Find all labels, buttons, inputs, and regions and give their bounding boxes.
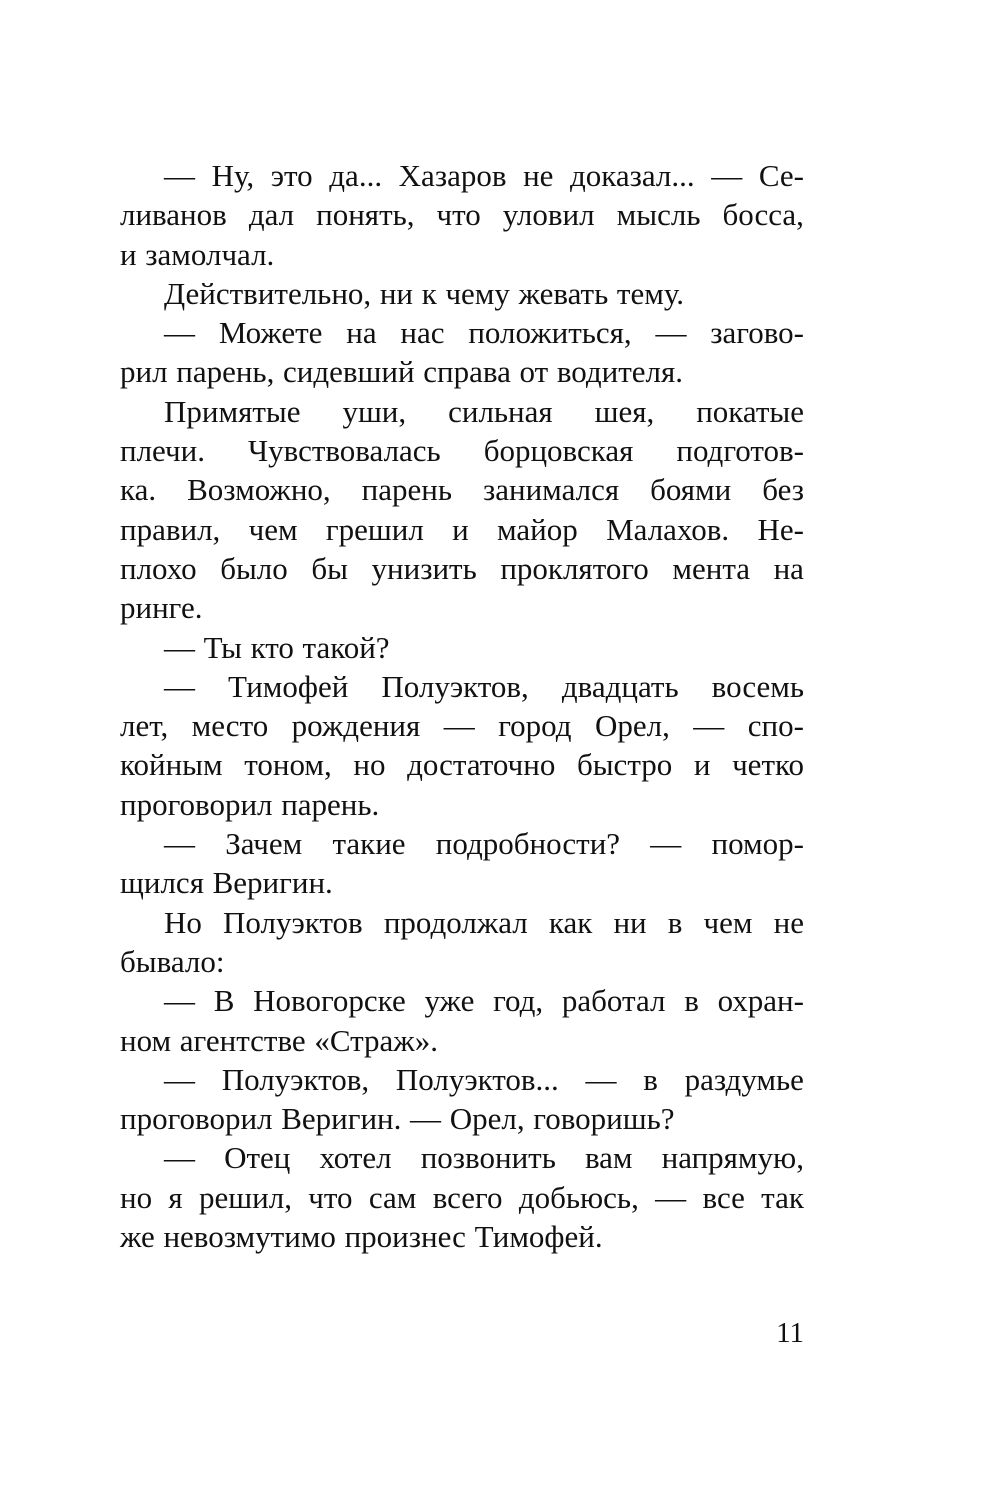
text-line: — Ну, это да... Хазаров не доказал... — Се- xyxy=(164,158,804,193)
text-line: и замолчал. xyxy=(120,236,275,272)
text-line: ном агентстве «Страж». xyxy=(120,1022,438,1058)
paragraph-why-such-details xyxy=(120,824,804,903)
text-line: щился Веригин. xyxy=(120,865,333,901)
text-line: Действительно, ни к чему жевать тему. xyxy=(164,275,684,311)
paragraph-father-wanted-to-call xyxy=(120,1138,804,1256)
paragraph-poluektov-continued xyxy=(120,903,804,982)
text-line: — Ты кто такой? xyxy=(164,629,390,665)
text-line: ливанов дал понять, что уловил мысль босса, xyxy=(120,197,804,233)
text-line: проговорил Веригин. — Орел, говоришь? xyxy=(120,1101,675,1137)
text-line: рил парень, сидевший справа от водителя. xyxy=(120,354,684,390)
text-line: — Можете на нас положиться, — загово- xyxy=(164,315,804,351)
paragraph-you-can-rely-on-us xyxy=(120,313,804,392)
text-line: правил, чем грешил и майор Малахов. Не- xyxy=(120,511,804,547)
text-line: койным тоном, но достаточно быстро и четко xyxy=(120,747,804,783)
paragraph-wrestler-description xyxy=(120,392,804,628)
page-body-text xyxy=(120,156,804,1256)
text-line: бывало: xyxy=(120,943,225,979)
page-number: 11 xyxy=(776,1317,804,1349)
paragraph-timofey-introduction xyxy=(120,667,804,824)
text-line: проговорил парень. xyxy=(120,786,380,822)
text-line: плечи. Чувствовалась борцовская подготов- xyxy=(120,433,804,469)
paragraph-verigin-pondering xyxy=(120,1060,804,1139)
text-line: — Тимофей Полуэктов, двадцать восемь xyxy=(164,668,804,704)
paragraph-who-are-you xyxy=(120,628,804,667)
text-line: — Отец хотел позвонить вам напрямую, xyxy=(164,1140,804,1176)
text-line: Примятые уши, сильная шея, покатые xyxy=(164,393,804,429)
paragraph-khazarov-not-proved xyxy=(120,156,804,274)
paragraph-really-no-point xyxy=(120,274,804,313)
paragraph-novogorsk-year xyxy=(120,981,804,1060)
text-line: — Полуэктов, Полуэктов... — в раздумье xyxy=(164,1061,804,1097)
text-line: но я решил, что сам всего добьюсь, — все так xyxy=(120,1179,804,1215)
text-line: ринге. xyxy=(120,590,203,626)
text-line: плохо было бы унизить проклятого мента на xyxy=(120,550,804,586)
text-line: ка. Возможно, парень занимался боями без xyxy=(120,472,804,508)
text-line: — Зачем такие подробности? — помор- xyxy=(164,826,804,862)
text-line: лет, место рождения — город Орел, — спо- xyxy=(120,708,804,744)
text-line: же невозмутимо произнес Тимофей. xyxy=(120,1219,603,1255)
text-line: — В Новогорске уже год, работал в охран- xyxy=(164,983,804,1019)
text-line: Но Полуэктов продолжал как ни в чем не xyxy=(164,904,804,940)
